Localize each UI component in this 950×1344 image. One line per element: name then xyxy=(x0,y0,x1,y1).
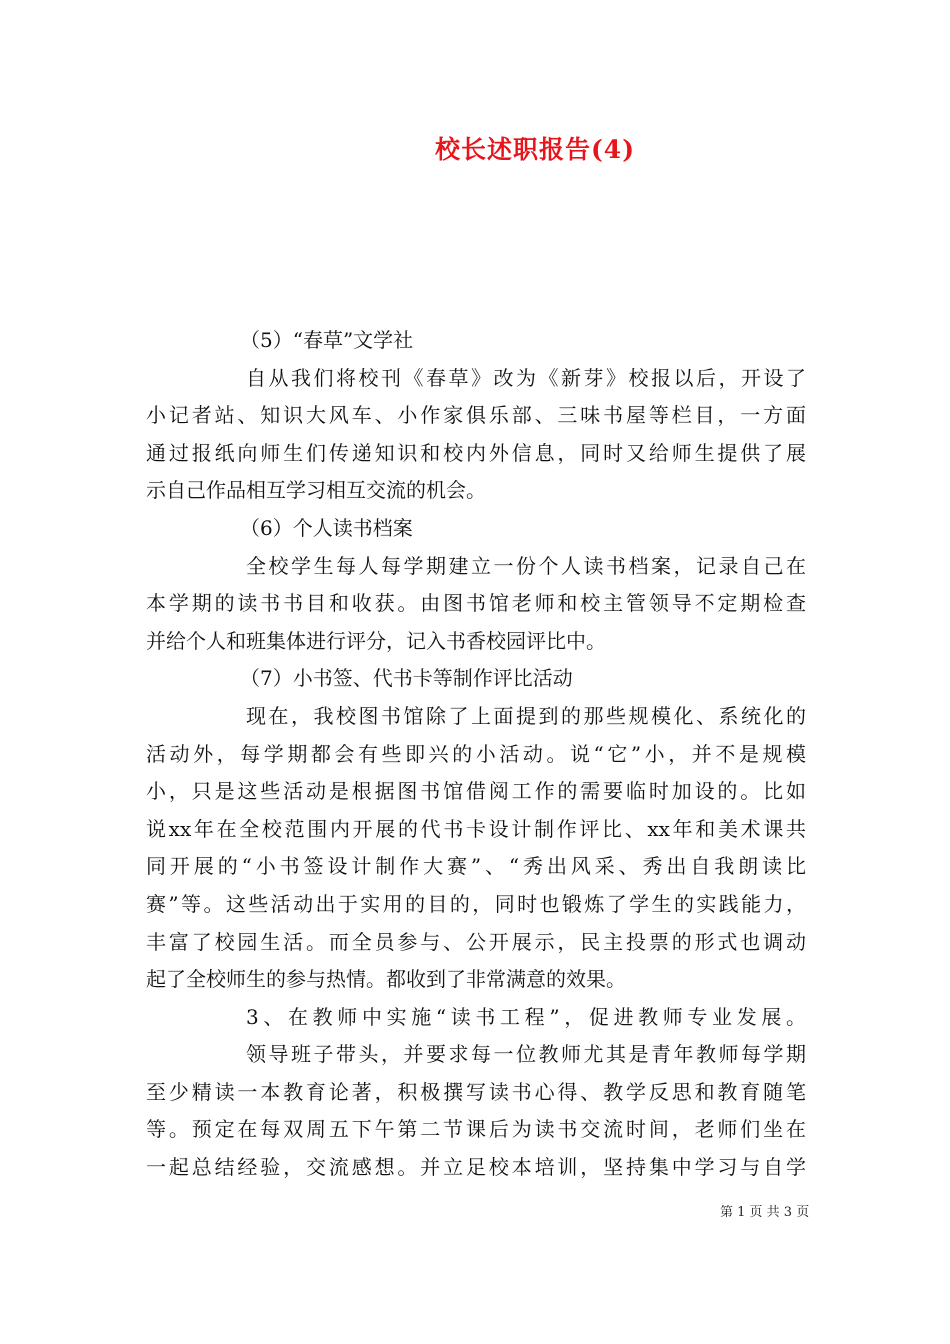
text-line: 本学期的读书书目和收获。由图书馆老师和校主管领导不定期检查 xyxy=(146,591,806,616)
text-line: 至少精读一本教育论著，积极撰写读书心得、教学反思和教育随笔 xyxy=(146,1079,806,1104)
document-title: 校长述职报告(4) xyxy=(434,135,636,164)
text-line: 活动外，每学期都会有些即兴的小活动。说“它”小，并不是规模 xyxy=(146,741,806,766)
text-line: 小，只是这些活动是根据图书馆借阅工作的需要临时加设的。比如 xyxy=(146,779,806,804)
text-line: 全校学生每人每学期建立一份个人读书档案，记录自己在 xyxy=(246,553,806,578)
text-line: 丰富了校园生活。而全员参与、公开展示，民主投票的形式也调动 xyxy=(146,929,806,954)
section-heading: （7）小书签、代书卡等制作评比活动 xyxy=(240,666,573,691)
text-line: 并给个人和班集体进行评分，记入书香校园评比中。 xyxy=(146,628,606,653)
text-line: 赛”等。这些活动出于实用的目的，同时也锻炼了学生的实践能力， xyxy=(146,891,806,916)
text-line: 说xx年在全校范围内开展的代书卡设计制作评比、xx年和美术课共 xyxy=(146,816,806,841)
section-heading: （5）“春草”文学社 xyxy=(240,328,414,352)
text-line: 3、在教师中实施“读书工程”，促进教师专业发展。 xyxy=(246,1004,806,1029)
text-line: 起了全校师生的参与热情。都收到了非常满意的效果。 xyxy=(146,967,626,992)
text-line: 领导班子带头，并要求每一位教师尤其是青年教师每学期 xyxy=(246,1042,806,1067)
text-line: 小记者站、知识大风车、小作家俱乐部、三味书屋等栏目，一方面 xyxy=(146,403,806,428)
section-heading: （6）个人读书档案 xyxy=(240,515,413,540)
text-line: 自从我们将校刊《春草》改为《新芽》校报以后，开设了 xyxy=(246,365,806,390)
text-line: 同开展的“小书签设计制作大赛”、“秀出风采、秀出自我朗读比 xyxy=(146,854,806,879)
page-footer: 第 1 页 共 3 页 xyxy=(720,1205,810,1220)
text-line: 等。预定在每双周五下午第二节课后为读书交流时间，老师们坐在 xyxy=(146,1117,806,1142)
text-line: 现在，我校图书馆除了上面提到的那些规模化、系统化的 xyxy=(246,703,806,728)
text-line: 一起总结经验，交流感想。并立足校本培训，坚持集中学习与自学 xyxy=(146,1155,806,1180)
document-body xyxy=(146,322,806,1187)
text-line: 示自己作品相互学习相互交流的机会。 xyxy=(146,478,486,503)
text-line: 通过报纸向师生们传递知识和校内外信息，同时又给师生提供了展 xyxy=(146,440,806,465)
